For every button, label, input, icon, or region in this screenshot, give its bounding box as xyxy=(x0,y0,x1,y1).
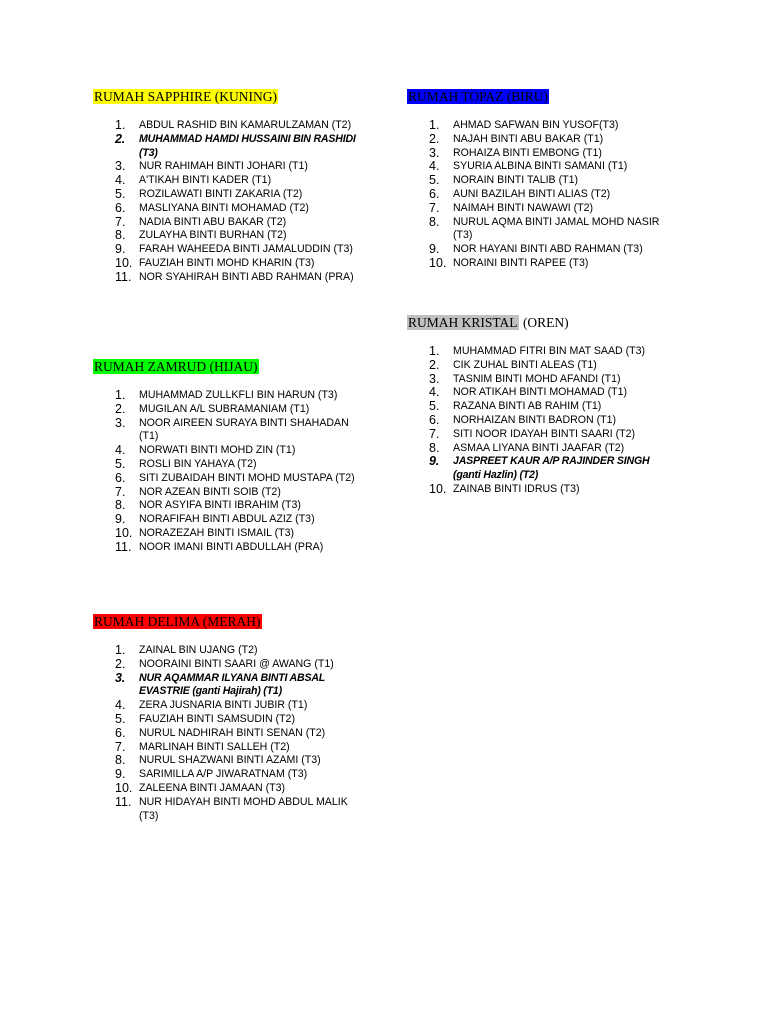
member-item xyxy=(407,147,707,161)
member-name: FARAH WAHEEDA BINTI JAMALUDDIN (T3) xyxy=(139,243,353,256)
member-item xyxy=(93,527,383,541)
member-list xyxy=(93,119,383,285)
member-name: MARLINAH BINTI SALLEH (T2) xyxy=(139,740,290,753)
member-name: NOORAINI BINTI SAARI @ AWANG (T1) xyxy=(139,657,334,670)
member-number: 8. xyxy=(115,498,126,513)
member-number: 7. xyxy=(429,200,440,215)
member-name: SITI NOOR IDAYAH BINTI SAARI (T2) xyxy=(453,427,636,440)
house-delima xyxy=(93,613,383,823)
member-number: 8. xyxy=(429,214,440,229)
member-number: 6. xyxy=(115,200,126,215)
member-item xyxy=(93,216,383,230)
member-number: 6. xyxy=(115,470,126,485)
member-name: NURUL SHAZWANI BINTI AZAMI (T3) xyxy=(139,754,321,767)
member-name: NORHAIZAN BINTI BADRON (T1) xyxy=(453,413,617,426)
member-number: 10. xyxy=(429,255,447,270)
member-number: 5. xyxy=(115,456,126,471)
member-name: MUGILAN A/L SUBRAMANIAM (T1) xyxy=(139,402,310,415)
house-title xyxy=(407,88,707,105)
member-name: NAJAH BINTI ABU BAKAR (T1) xyxy=(453,132,604,145)
member-item xyxy=(407,160,707,174)
member-item xyxy=(407,257,707,271)
member-item xyxy=(93,188,383,202)
member-number: 4. xyxy=(115,698,126,713)
member-item xyxy=(93,768,383,782)
member-name: ZALEENA BINTI JAMAAN (T3) xyxy=(139,781,285,794)
member-name: MUHAMMAD HAMDI HUSSAINI BIN RASHIDI xyxy=(139,132,356,145)
member-name: AHMAD SAFWAN BIN YUSOF(T3) xyxy=(453,119,619,131)
member-number: 7. xyxy=(429,426,440,441)
member-item xyxy=(407,174,707,188)
member-grade: (T3) xyxy=(139,809,159,822)
member-item xyxy=(93,229,383,243)
house-title xyxy=(93,358,383,375)
house-name-highlight: RUMAH TOPAZ (BIRU) xyxy=(408,89,549,104)
house-name-highlight: RUMAH SAPPHIRE (KUNING) xyxy=(94,89,278,104)
member-name: NUR RAHIMAH BINTI JOHARI (T1) xyxy=(139,160,308,173)
member-number: 2. xyxy=(429,131,440,146)
member-number: 2. xyxy=(115,656,126,671)
member-number: 4. xyxy=(429,159,440,174)
member-name: NOR ATIKAH BINTI MOHAMAD (T1) xyxy=(453,386,628,399)
member-item xyxy=(407,188,707,202)
member-number: 11. xyxy=(115,269,132,284)
house-zamrud xyxy=(93,358,383,555)
member-number: 8. xyxy=(115,228,126,243)
member-item xyxy=(407,400,707,414)
member-item xyxy=(407,483,707,497)
member-item xyxy=(407,216,707,244)
member-name: NORWATI BINTI MOHD ZIN (T1) xyxy=(139,444,296,457)
member-name: AUNI BAZILAH BINTI ALIAS (T2) xyxy=(453,187,611,200)
member-name: NADIA BINTI ABU BAKAR (T2) xyxy=(139,215,287,228)
member-name: ROZILAWATI BINTI ZAKARIA (T2) xyxy=(139,187,303,200)
member-number: 8. xyxy=(429,440,440,455)
member-item xyxy=(93,782,383,796)
house-topaz xyxy=(407,88,707,271)
member-item xyxy=(93,257,383,271)
member-name: NOOR AIREEN SURAYA BINTI SHAHADAN xyxy=(139,416,349,429)
member-item xyxy=(93,403,383,417)
member-grade: (ganti Hazlin) (T2) xyxy=(453,469,539,482)
member-list xyxy=(93,644,383,823)
member-number: 7. xyxy=(115,214,126,229)
member-name: MUHAMMAD ZULLKFLI BIN HARUN (T3) xyxy=(139,389,338,401)
house-title xyxy=(93,613,383,630)
member-name: NUR AQAMMAR ILYANA BINTI ABSAL xyxy=(139,671,326,684)
member-item xyxy=(407,133,707,147)
member-number: 3. xyxy=(115,159,126,174)
member-name: NOR ASYIFA BINTI IBRAHIM (T3) xyxy=(139,499,301,512)
member-item xyxy=(93,499,383,513)
member-item xyxy=(93,486,383,500)
member-name: MASLIYANA BINTI MOHAMAD (T2) xyxy=(139,201,309,214)
member-item xyxy=(93,741,383,755)
member-name: ZAINAL BIN UJANG (T2) xyxy=(139,644,258,656)
member-item xyxy=(93,119,383,133)
member-name: NOOR IMANI BINTI ABDULLAH (PRA) xyxy=(139,540,324,553)
member-item xyxy=(93,133,383,161)
member-name: MUHAMMAD FITRI BIN MAT SAAD (T3) xyxy=(453,345,646,357)
member-name: NORAINI BINTI RAPEE (T3) xyxy=(453,256,589,269)
member-name: TASNIM BINTI MOHD AFANDI (T1) xyxy=(453,372,621,385)
member-item xyxy=(93,472,383,486)
member-name: NAIMAH BINTI NAWAWI (T2) xyxy=(453,201,594,214)
member-item xyxy=(93,658,383,672)
member-number: 1. xyxy=(115,388,126,402)
house-name-highlight: RUMAH KRISTAL xyxy=(408,315,518,330)
member-name: SYURIA ALBINA BINTI SAMANI (T1) xyxy=(453,160,628,173)
member-name: SARIMILLA A/P JIWARATNAM (T3) xyxy=(139,768,308,781)
member-name: NURUL AQMA BINTI JAMAL MOHD NASIR xyxy=(453,215,660,228)
member-item xyxy=(93,754,383,768)
member-number: 7. xyxy=(115,739,126,754)
house-kristal xyxy=(407,314,707,497)
member-grade: EVASTRIE (ganti Hajirah) (T1) xyxy=(139,685,282,698)
house-name-highlight: RUMAH ZAMRUD (HIJAU) xyxy=(94,359,258,374)
member-number: 3. xyxy=(429,145,440,160)
member-name: NOR AZEAN BINTI SOIB (T2) xyxy=(139,485,281,498)
member-name: A'TIKAH BINTI KADER (T1) xyxy=(139,174,272,187)
member-number: 2. xyxy=(115,131,126,146)
member-name: NOR HAYANI BINTI ABD RAHMAN (T3) xyxy=(453,243,643,256)
member-item xyxy=(407,119,707,133)
member-number: 9. xyxy=(429,454,440,469)
member-number: 4. xyxy=(115,443,126,458)
member-name: ZERA JUSNARIA BINTI JUBIR (T1) xyxy=(139,699,308,712)
member-item xyxy=(93,444,383,458)
member-number: 9. xyxy=(115,512,126,527)
member-number: 10. xyxy=(429,481,447,496)
member-item xyxy=(93,699,383,713)
member-item xyxy=(93,644,383,658)
member-number: 4. xyxy=(429,385,440,400)
member-item xyxy=(407,414,707,428)
member-name: NUR HIDAYAH BINTI MOHD ABDUL MALIK xyxy=(139,795,348,808)
member-number: 3. xyxy=(115,415,126,430)
member-number: 9. xyxy=(115,242,126,257)
house-title xyxy=(93,88,383,105)
member-number: 11. xyxy=(115,539,132,554)
member-number: 9. xyxy=(429,242,440,257)
member-name: NORAFIFAH BINTI ABDUL AZIZ (T3) xyxy=(139,513,315,526)
member-item xyxy=(93,672,383,700)
member-item xyxy=(93,713,383,727)
member-number: 10. xyxy=(115,780,133,795)
member-name: FAUZIAH BINTI MOHD KHARIN (T3) xyxy=(139,256,315,269)
member-name: FAUZIAH BINTI SAMSUDIN (T2) xyxy=(139,712,295,725)
member-item xyxy=(407,386,707,400)
member-number: 10. xyxy=(115,525,133,540)
member-name: NOR SYAHIRAH BINTI ABD RAHMAN (PRA) xyxy=(139,270,354,283)
member-number: 4. xyxy=(115,173,126,188)
member-item xyxy=(93,417,383,445)
member-item xyxy=(93,727,383,741)
member-number: 1. xyxy=(429,118,440,132)
member-item xyxy=(407,202,707,216)
member-item xyxy=(407,345,707,359)
member-name: JASPREET KAUR A/P RAJINDER SINGH xyxy=(453,455,650,468)
member-number: 6. xyxy=(429,412,440,427)
member-item xyxy=(93,271,383,285)
member-name: ROSLI BIN YAHAYA (T2) xyxy=(139,457,257,470)
member-number: 2. xyxy=(115,401,126,416)
member-name: ASMAA LIYANA BINTI JAAFAR (T2) xyxy=(453,441,625,454)
member-number: 5. xyxy=(429,399,440,414)
member-number: 5. xyxy=(115,711,126,726)
member-item xyxy=(93,202,383,216)
member-number: 8. xyxy=(115,753,126,768)
member-number: 1. xyxy=(115,118,126,132)
member-number: 6. xyxy=(429,186,440,201)
member-item xyxy=(407,359,707,373)
house-title xyxy=(407,314,707,331)
member-item xyxy=(407,373,707,387)
member-name: RAZANA BINTI AB RAHIM (T1) xyxy=(453,400,602,413)
member-name: ABDUL RASHID BIN KAMARULZAMAN (T2) xyxy=(139,119,352,131)
member-name: ZULAYHA BINTI BURHAN (T2) xyxy=(139,229,287,242)
member-item xyxy=(93,160,383,174)
member-number: 9. xyxy=(115,767,126,782)
house-sapphire xyxy=(93,88,383,285)
member-item xyxy=(407,455,707,483)
house-name-suffix: (OREN) xyxy=(519,315,569,330)
member-number: 3. xyxy=(115,670,126,685)
member-number: 5. xyxy=(115,186,126,201)
member-name: ZAINAB BINTI IDRUS (T3) xyxy=(453,482,580,495)
member-item xyxy=(93,513,383,527)
member-item xyxy=(93,796,383,824)
member-item xyxy=(407,442,707,456)
member-item xyxy=(93,458,383,472)
member-number: 1. xyxy=(429,344,440,358)
member-name: CIK ZUHAL BINTI ALEAS (T1) xyxy=(453,358,597,371)
member-number: 10. xyxy=(115,255,133,270)
member-item xyxy=(93,389,383,403)
member-grade: (T1) xyxy=(139,430,159,443)
member-name: NURUL NADHIRAH BINTI SENAN (T2) xyxy=(139,726,326,739)
member-name: SITI ZUBAIDAH BINTI MOHD MUSTAPA (T2) xyxy=(139,471,355,484)
member-item xyxy=(93,243,383,257)
member-name: NORAIN BINTI TALIB (T1) xyxy=(453,174,578,187)
member-item xyxy=(93,174,383,188)
member-list xyxy=(407,119,707,271)
member-number: 6. xyxy=(115,725,126,740)
member-grade: (T3) xyxy=(453,229,473,242)
member-grade: (T3) xyxy=(139,146,158,159)
member-name: NORAZEZAH BINTI ISMAIL (T3) xyxy=(139,526,294,539)
member-list xyxy=(407,345,707,497)
member-number: 2. xyxy=(429,357,440,372)
member-item xyxy=(407,243,707,257)
member-list xyxy=(93,389,383,555)
member-name: ROHAIZA BINTI EMBONG (T1) xyxy=(453,146,602,159)
member-item xyxy=(407,428,707,442)
member-number: 3. xyxy=(429,371,440,386)
member-number: 5. xyxy=(429,173,440,188)
house-name-highlight: RUMAH DELIMA (MERAH) xyxy=(94,614,261,629)
member-item xyxy=(93,541,383,555)
member-number: 11. xyxy=(115,794,132,809)
member-number: 7. xyxy=(115,484,126,499)
member-number: 1. xyxy=(115,643,126,657)
